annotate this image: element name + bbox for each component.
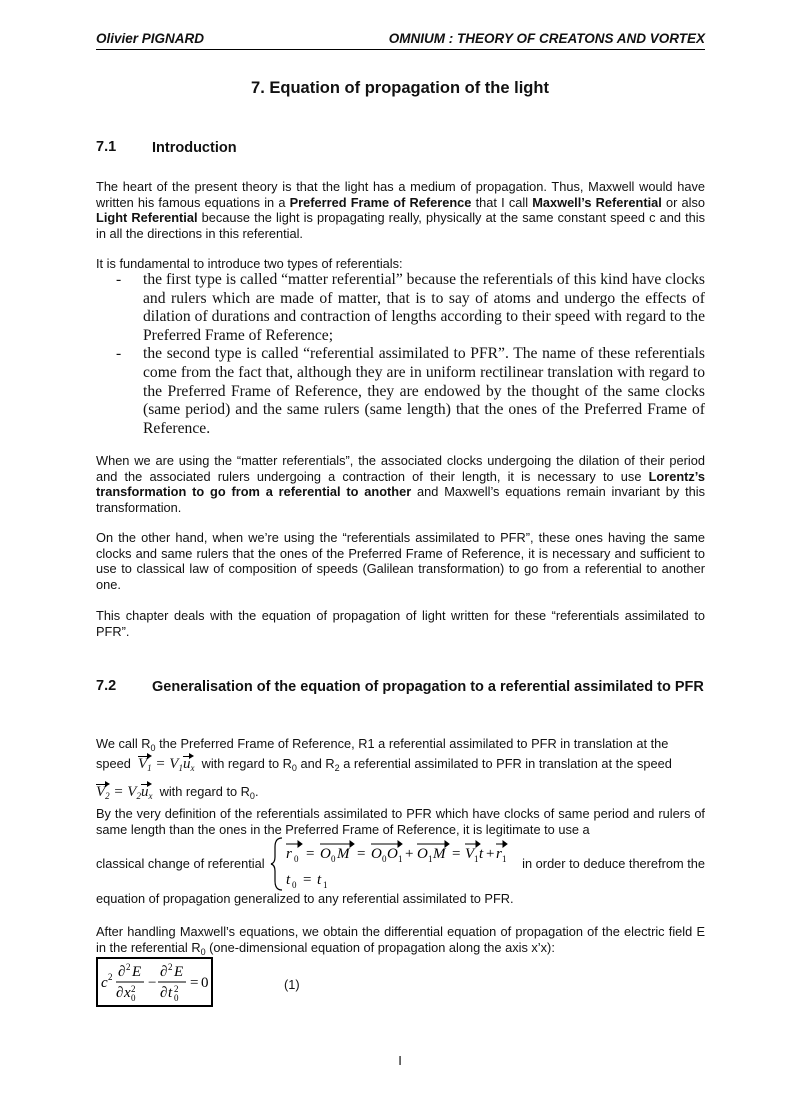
svg-text:1: 1 xyxy=(428,854,433,864)
svg-text:1: 1 xyxy=(502,854,507,864)
page-number: I xyxy=(398,1053,402,1068)
svg-text:M: M xyxy=(433,846,446,862)
running-header xyxy=(96,29,705,50)
svg-text:−: − xyxy=(148,975,157,991)
equation-v1: $V_1 = V_1u_x$ xyxy=(138,756,194,772)
section2-paragraph-1-line3: $V_2 = V_2u_x$ with regard to $R_0$. xyxy=(96,784,705,805)
svg-text:=: = xyxy=(190,975,199,991)
svg-text:0: 0 xyxy=(174,993,179,1003)
svg-text:0: 0 xyxy=(201,975,209,991)
svg-text:2: 2 xyxy=(174,984,179,994)
svg-text:O: O xyxy=(387,846,398,862)
svg-text:r: r xyxy=(496,846,502,862)
change-of-referential-system xyxy=(270,835,510,893)
svg-text:∂: ∂ xyxy=(160,964,168,980)
svg-text:E: E xyxy=(132,964,142,980)
svg-text:∂: ∂ xyxy=(116,985,124,1001)
section2-paragraph-2b: classical change of referential xyxy=(96,856,265,871)
svg-text:c: c xyxy=(101,975,108,991)
svg-text:0: 0 xyxy=(331,854,336,864)
section-title: Introduction xyxy=(152,140,237,156)
svg-text:t: t xyxy=(168,985,173,1001)
referential-types-list xyxy=(116,271,705,438)
section-number: 7.1 xyxy=(96,139,117,155)
section-number: 7.2 xyxy=(96,678,117,694)
equation-number: (1) xyxy=(284,977,300,992)
svg-text:2: 2 xyxy=(168,962,173,972)
svg-text:=: = xyxy=(306,846,315,862)
svg-text:O: O xyxy=(371,846,382,862)
intro-paragraph-4: On the other hand, when we’re using the “referentials assimilated to PFR”, these ones having the same clocks and same rulers that the ones of the Preferred Frame of Reference, it is necessary and sufficient to use to classical law of composition of speeds (Galilean transformation) to go from a referential to another one. xyxy=(96,530,705,592)
svg-text:2: 2 xyxy=(131,984,136,994)
chapter-title: 7. Equation of propagation of the light xyxy=(251,79,549,97)
section2-paragraph-2a: By the very definition of the referentials assimilated to PFR which have clocks of same period and rulers of same length than the ones in the Preferred Frame of Reference, it is legitimate to use a xyxy=(96,806,705,837)
svg-text:2: 2 xyxy=(126,962,131,972)
svg-text:1: 1 xyxy=(398,854,403,864)
svg-text:=: = xyxy=(303,872,312,888)
svg-text:x: x xyxy=(124,985,131,1001)
svg-text:O: O xyxy=(320,846,331,862)
svg-text:t: t xyxy=(317,872,322,888)
svg-text:O: O xyxy=(417,846,428,862)
intro-paragraph-2: It is fundamental to introduce two types of referentials: xyxy=(96,256,403,271)
svg-text:=: = xyxy=(452,846,461,862)
section2-paragraph-1-line1: We call $R_0$ the Preferred Frame of Reference, R1 a referential assimilated to PFR in translation at the xyxy=(96,736,669,753)
propagation-equation-box xyxy=(96,957,213,1007)
header-book-title: OMNIUM : THEORY OF CREATONS AND VORTEX xyxy=(388,31,705,46)
svg-text:0: 0 xyxy=(382,854,387,864)
svg-text:t: t xyxy=(479,846,484,862)
svg-text:E: E xyxy=(174,964,184,980)
svg-text:0: 0 xyxy=(131,993,136,1003)
svg-text:+: + xyxy=(486,846,495,862)
svg-text:t: t xyxy=(286,872,291,888)
svg-text:1: 1 xyxy=(323,880,328,890)
intro-paragraph-5: This chapter deals with the equation of propagation of light written for these “referentials assimilated to PFR”. xyxy=(96,608,705,639)
section2-paragraph-2d: equation of propagation generalized to any referential assimilated to PFR. xyxy=(96,891,514,906)
svg-text:1: 1 xyxy=(474,854,479,864)
wave-equation xyxy=(98,959,210,1004)
list-item: - the first type is called “matter referential” because the referentials of this kind have clocks and rulers which are made of matter, that is to say of atoms and undergo the effects of dilation of durations and contraction of lengths according to their speed with regard to the Preferred Frame of Reference; xyxy=(116,271,705,344)
section2-paragraph-3: After handling Maxwell’s equations, we obtain the differential equation of propagation of the electric field E in the referential $R_0$ (one-dimensional equation of propagation along the axis x’x): xyxy=(96,924,705,957)
svg-text:0: 0 xyxy=(294,854,299,864)
equation-v2: $V_2 = V_2u_x$ xyxy=(96,784,152,800)
svg-text:M: M xyxy=(337,846,350,862)
svg-text:∂: ∂ xyxy=(118,964,126,980)
header-author: Olivier PIGNARD xyxy=(96,31,205,46)
svg-text:+: + xyxy=(405,846,414,862)
section-title: Generalisation of the equation of propagation to a referential assimilated to PFR xyxy=(152,679,704,695)
svg-text:=: = xyxy=(357,846,366,862)
list-item: - the second type is called “referential assimilated to PFR”. The name of these referentials come from the fact that, although they are in uniform rectilinear translation with regard to the Preferred Frame of Reference, they are endowed by the thought of the same clocks (same period) and the same rulers (same length) that the ones of the Preferred Frame of Reference. xyxy=(116,345,705,437)
section2-paragraph-1-line2: speed $V_1 = V_1u_x$ with regard to $R_0$ and $R_2$ a referential assimilated to PFR in translation at the speed xyxy=(96,756,705,777)
svg-text:0: 0 xyxy=(292,880,297,890)
intro-paragraph-1: The heart of the present theory is that the light has a medium of propagation. Thus, Maxwell would have written his famous equations in a Preferred Frame of Reference that I call Maxwell’s Referential or also Light Referential because the light is propagating really, physically at the same constant speed c and this in all the directions in this referential. xyxy=(96,179,706,241)
section2-paragraph-2c: in order to deduce therefrom the xyxy=(522,856,705,871)
intro-paragraph-3: When we are using the “matter referentials”, the associated clocks undergoing the dilation of their period and the associated rulers undergoing a contraction of their length, it is necessary to use Lorentz’s transformation to go from a referential to another and Maxwell’s equations remain invariant by this transformation. xyxy=(96,453,705,515)
svg-text:2: 2 xyxy=(108,972,113,982)
svg-text:∂: ∂ xyxy=(160,985,168,1001)
svg-text:V: V xyxy=(465,846,475,862)
svg-text:r: r xyxy=(286,846,292,862)
